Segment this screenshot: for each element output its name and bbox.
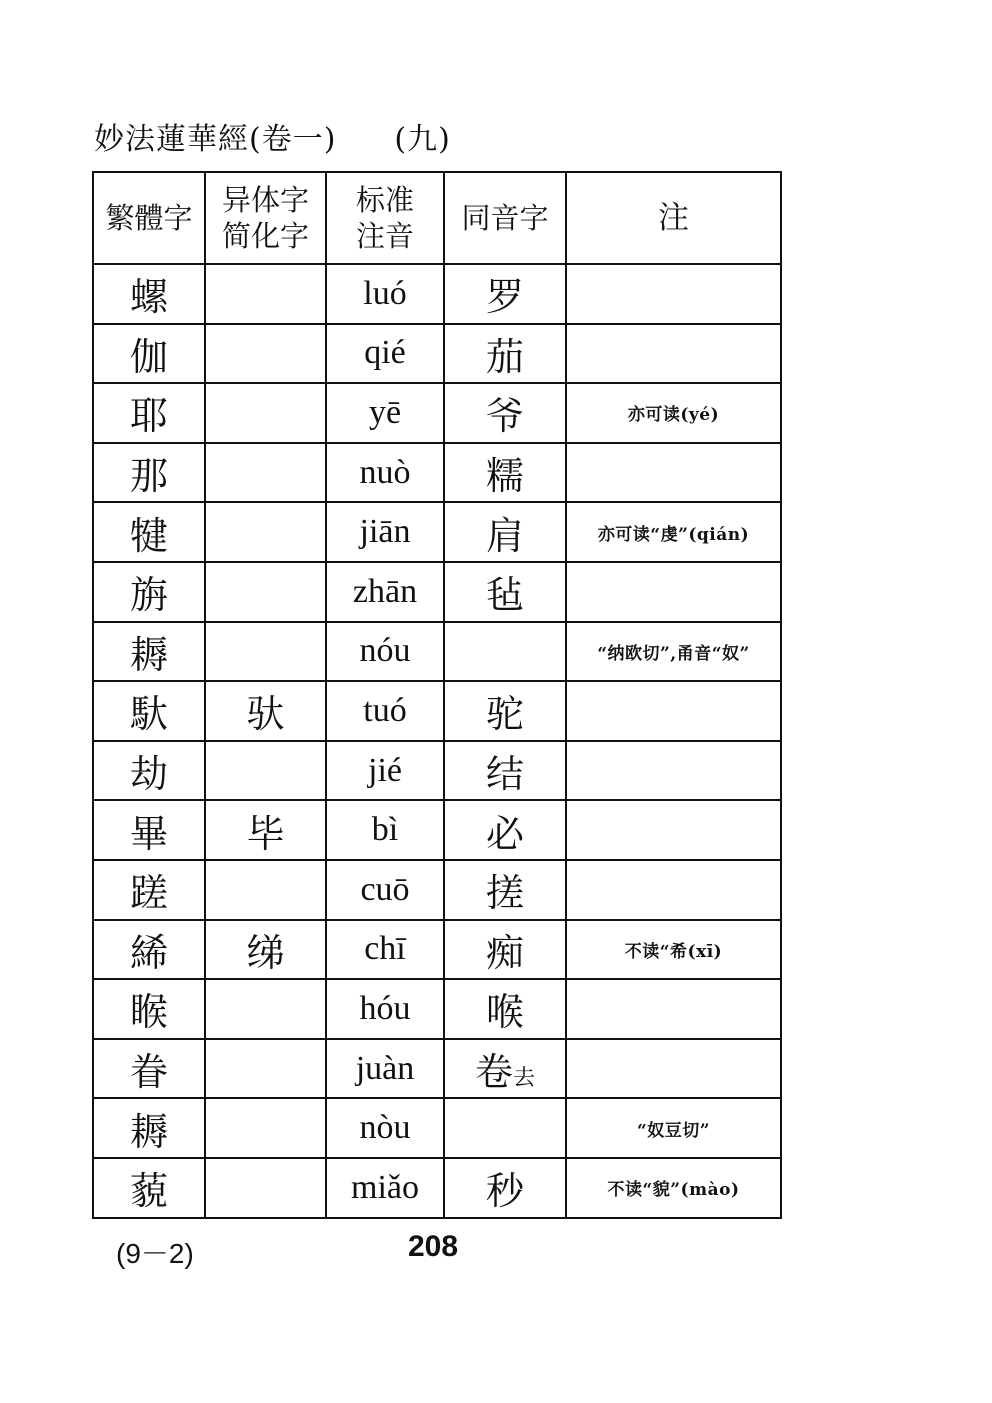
pronunciation-table xyxy=(92,171,782,1219)
traditional-char: 伽 xyxy=(93,324,205,384)
col-header-note: 注 xyxy=(566,172,781,264)
tone-marker: 去 xyxy=(513,1066,536,1092)
homophone-char xyxy=(444,1039,566,1099)
table-row xyxy=(93,681,781,741)
homophone-char xyxy=(444,860,566,920)
traditional-char: 犍 xyxy=(93,502,205,562)
note: 不读“貌”(mào) xyxy=(566,1158,781,1218)
homophone-main: 爷 xyxy=(485,394,524,439)
homophone-char xyxy=(444,622,566,682)
homophone-char xyxy=(444,979,566,1039)
homophone-char xyxy=(444,800,566,860)
homophone-char xyxy=(444,1158,566,1218)
note xyxy=(566,1039,781,1099)
pinyin: jié xyxy=(326,741,444,801)
table-row xyxy=(93,264,781,324)
traditional-char: 畢 xyxy=(93,800,205,860)
homophone-char xyxy=(444,562,566,622)
variant-char xyxy=(205,562,326,622)
homophone-main: 茄 xyxy=(485,334,524,379)
col-header-traditional: 繁體字 xyxy=(93,172,205,264)
homophone-main: 罗 xyxy=(485,275,524,320)
variant-char xyxy=(205,502,326,562)
table-row xyxy=(93,979,781,1039)
variant-char xyxy=(205,741,326,801)
note xyxy=(566,562,781,622)
variant-char: 驮 xyxy=(205,681,326,741)
pinyin: luó xyxy=(326,264,444,324)
homophone-char xyxy=(444,324,566,384)
table-row xyxy=(93,800,781,860)
traditional-char: 蹉 xyxy=(93,860,205,920)
pinyin: hóu xyxy=(326,979,444,1039)
note xyxy=(566,979,781,1039)
pinyin: zhān xyxy=(326,562,444,622)
homophone-main: 卷 xyxy=(474,1050,513,1095)
pinyin: jiān xyxy=(326,502,444,562)
homophone-char xyxy=(444,264,566,324)
note xyxy=(566,860,781,920)
traditional-char: 螺 xyxy=(93,264,205,324)
homophone-main: 结 xyxy=(485,752,524,797)
col-header-homophone: 同音字 xyxy=(444,172,566,264)
pinyin: yē xyxy=(326,383,444,443)
pinyin: nóu xyxy=(326,622,444,682)
table-row xyxy=(93,860,781,920)
table-row xyxy=(93,1098,781,1158)
traditional-char: 耨 xyxy=(93,622,205,682)
table-row xyxy=(93,562,781,622)
table-row xyxy=(93,920,781,980)
note: 亦可读(yé) xyxy=(566,383,781,443)
variant-char xyxy=(205,1158,326,1218)
note xyxy=(566,800,781,860)
homophone-char xyxy=(444,502,566,562)
traditional-char: 馱 xyxy=(93,681,205,741)
pinyin: qié xyxy=(326,324,444,384)
table-row xyxy=(93,741,781,801)
variant-char: 毕 xyxy=(205,800,326,860)
table-row xyxy=(93,443,781,503)
variant-char xyxy=(205,860,326,920)
traditional-char: 絺 xyxy=(93,920,205,980)
note: “奴豆切” xyxy=(566,1098,781,1158)
pinyin: cuō xyxy=(326,860,444,920)
variant-char xyxy=(205,622,326,682)
traditional-char: 眷 xyxy=(93,1039,205,1099)
pinyin: bì xyxy=(326,800,444,860)
table-row xyxy=(93,622,781,682)
table-row xyxy=(93,1158,781,1218)
note: 亦可读“虔”(qián) xyxy=(566,502,781,562)
pinyin: chī xyxy=(326,920,444,980)
homophone-main: 毡 xyxy=(485,573,524,618)
traditional-char: 耨 xyxy=(93,1098,205,1158)
homophone-main: 喉 xyxy=(485,990,524,1035)
table-header-row xyxy=(93,172,781,264)
homophone-main: 搓 xyxy=(485,871,524,916)
pinyin: nòu xyxy=(326,1098,444,1158)
homophone-main: 糯 xyxy=(485,454,524,499)
homophone-main: 必 xyxy=(485,811,524,856)
document-title: 妙法蓮華經(卷一) xyxy=(94,122,337,157)
traditional-char: 那 xyxy=(93,443,205,503)
traditional-char: 睺 xyxy=(93,979,205,1039)
table-row xyxy=(93,1039,781,1099)
table-row xyxy=(93,383,781,443)
page-header xyxy=(94,114,451,158)
pinyin: miǎo xyxy=(326,1158,444,1218)
note: “纳欧切”,甬音“奴” xyxy=(566,622,781,682)
note xyxy=(566,443,781,503)
variant-char xyxy=(205,979,326,1039)
page-number: 208 xyxy=(408,1230,459,1263)
homophone-char xyxy=(444,681,566,741)
homophone-main: 驼 xyxy=(485,692,524,737)
pinyin: tuó xyxy=(326,681,444,741)
variant-char xyxy=(205,443,326,503)
pinyin: juàn xyxy=(326,1039,444,1099)
page-ref: (9－2) xyxy=(116,1238,194,1269)
traditional-char: 耶 xyxy=(93,383,205,443)
variant-char xyxy=(205,324,326,384)
traditional-char: 劫 xyxy=(93,741,205,801)
homophone-main: 痴 xyxy=(485,930,524,975)
pinyin: nuò xyxy=(326,443,444,503)
homophone-main: 肩 xyxy=(485,513,524,558)
traditional-char: 藐 xyxy=(93,1158,205,1218)
homophone-char xyxy=(444,383,566,443)
homophone-char xyxy=(444,1098,566,1158)
homophone-char xyxy=(444,443,566,503)
col-header-variant: 异体字 简化字 xyxy=(205,172,326,264)
variant-char xyxy=(205,383,326,443)
col-header-pinyin: 标准 注音 xyxy=(326,172,444,264)
section-number: (九) xyxy=(394,122,451,157)
variant-char xyxy=(205,1039,326,1099)
homophone-char xyxy=(444,920,566,980)
table-row xyxy=(93,502,781,562)
note xyxy=(566,681,781,741)
variant-char xyxy=(205,264,326,324)
note xyxy=(566,324,781,384)
traditional-char: 旃 xyxy=(93,562,205,622)
note xyxy=(566,741,781,801)
variant-char: 绨 xyxy=(205,920,326,980)
note xyxy=(566,264,781,324)
homophone-main: 秒 xyxy=(485,1169,524,1214)
variant-char xyxy=(205,1098,326,1158)
note: 不读“希(xī) xyxy=(566,920,781,980)
table-row xyxy=(93,324,781,384)
homophone-char xyxy=(444,741,566,801)
